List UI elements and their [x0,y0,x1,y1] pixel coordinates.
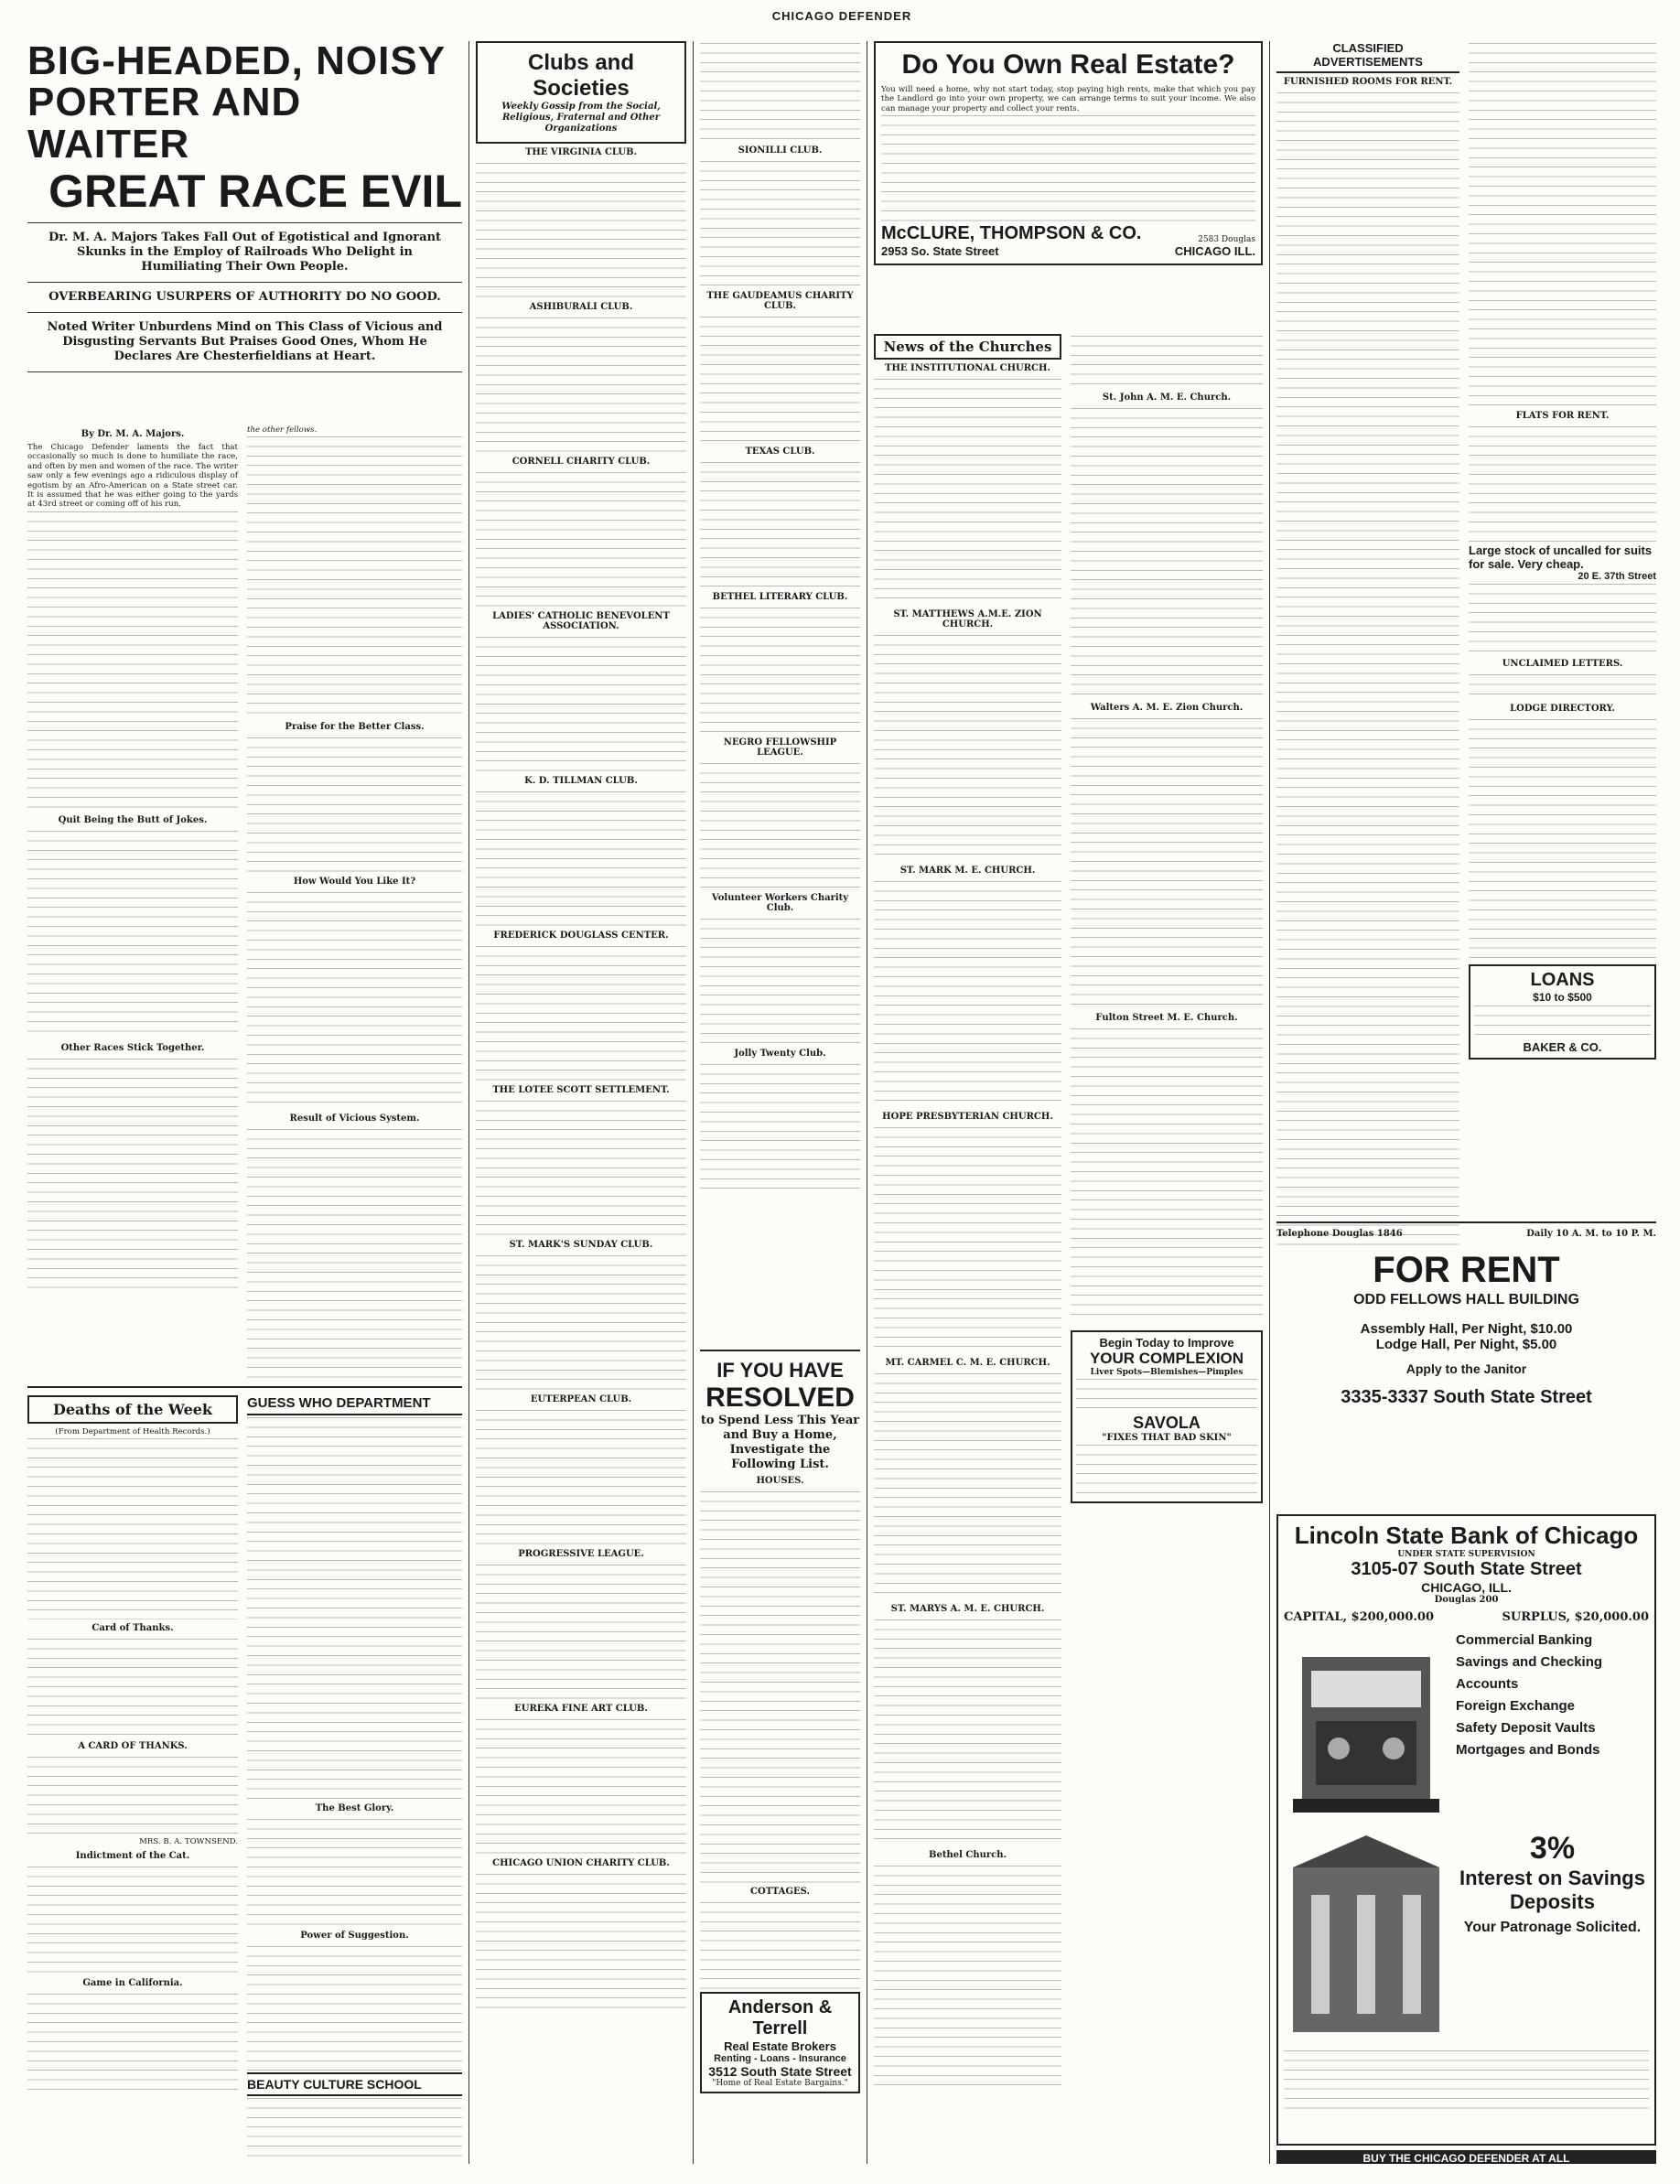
bank-under: UNDER STATE SUPERVISION [1397,1550,1535,1559]
bank-register-image [1284,1630,1448,1822]
firm-line: Renting - Loans - Insurance [714,2053,846,2064]
article-paragraph: The Chicago Defender laments the fact that occasionally so much is done to humiliate the race, and often by men and women of the race. The writer saw only a few evenings ago a ridiculous display of egotism by an Afro-American on a State street car. It is assumed that he was either going to the yards at 43rd street or coming off of his run. [27,443,238,510]
company-address: 2953 So. State Street [881,244,999,259]
card-of-thanks: Card of Thanks. [92,1623,174,1634]
club2-heading: CHICAGO UNION CHARITY CLUB. [492,1858,670,1868]
clubs-list [476,147,686,2009]
headline-line-3: GREAT RACE EVIL [48,166,462,217]
bank-ad [1276,1514,1656,2146]
subhead-how: How Would You Like It? [293,877,416,888]
column-editorial [27,41,462,2164]
company-phone: 2583 Douglas [1198,235,1255,245]
for-rent-hours: Daily 10 A. M. to 10 P. M. [1526,1229,1656,1239]
masthead: CHICAGO DEFENDER [771,9,912,23]
column-clubs [476,41,686,2164]
bank-building-image [1284,1831,1448,2041]
club2-heading: K. D. TILLMAN CLUB. [524,776,638,786]
headline-line-2: PORTER AND WAITER [27,80,302,167]
deck-1: Dr. M. A. Majors Takes Fall Out of Egotistical and Ignorant Skunks in the Employ of Railroads Who Delight in Humiliating Their Own People. [48,231,442,274]
bank-address: 3105-07 South State Street [1351,1559,1582,1579]
loans-title: LOANS [1530,970,1595,990]
club2-heading: CORNELL CHARITY CLUB. [512,457,651,467]
headline-line-1: BIG-HEADED, NOISY [27,41,447,83]
for-rent-address: 3335-3337 South State Street [1341,1387,1592,1407]
article-left-col [27,425,238,1295]
newspaper-page [27,9,1656,2173]
for-rent-ad [1276,1221,1656,1408]
classified-right [1469,41,1656,1060]
interest-text: Interest on Savings Deposits [1459,1867,1645,1913]
church-heading: THE INSTITUTIONAL CHURCH. [885,363,1050,373]
subhead-system: Result of Vicious System. [289,1114,420,1124]
church-heading: ST. MARK M. E. CHURCH. [899,866,1036,876]
large-stock-address: 20 E. 37th Street [1578,571,1656,582]
card-of-thanks-2: A CARD OF THANKS. [78,1741,188,1752]
bank-service-item: Foreign Exchange [1456,1698,1576,1714]
bank-service-item: Savings and Checking Accounts [1456,1654,1603,1692]
ad-body: You will need a home, why not start today, stop paying high rents, make that which you pay the Landlord go into your own property, we can arrange terms to suit your income. We also can manage your property and collect your rents. [881,85,1255,113]
ad-title: Do You Own Real Estate? [901,49,1235,80]
club3-heading: Volunteer Workers Charity Club. [711,893,849,913]
company-name: McCLURE, THOMPSON & CO. [881,223,1142,244]
resolved-ad [700,1350,860,2093]
club2-heading: ST. MARK'S SUNDAY CLUB. [509,1240,653,1250]
clubs-subtitle: Weekly Gossip from the Social, Religious, Fraternal and Other Organizations [501,102,661,134]
club2-heading: ASHIBURALI CLUB. [529,302,633,312]
bank-surplus: SURPLUS, $20,000.00 [1502,1610,1649,1624]
article-right-col [247,425,462,1393]
interest-patronage: Your Patronage Solicited. [1463,1920,1642,1935]
column-classified [1276,41,1656,2164]
club2-heading: PROGRESSIVE LEAGUE. [518,1549,644,1559]
churches-title: News of the Churches [874,334,1061,360]
quote: the other fellows. [247,425,318,435]
anderson-terrell-ad [700,1992,860,2093]
complexion-ad [1071,1330,1263,1503]
bank-services [1448,1630,1649,1822]
firm-tag: "Home of Real Estate Bargains." [712,2079,848,2088]
clubs-list-2 [700,145,860,1190]
bank-service-item: Safety Deposit Vaults [1456,1720,1596,1736]
firm-sub: Real Estate Brokers [724,2039,836,2053]
club2-heading: EUTERPEAN CLUB. [530,1394,632,1404]
club3-heading: SIONILLI CLUB. [738,145,823,156]
for-rent-sub: ODD FELLOWS HALL BUILDING [1353,1292,1579,1307]
club2-heading: THE VIRGINIA CLUB. [524,147,638,157]
furnished-heading: FURNISHED ROOMS FOR RENT. [1283,77,1453,87]
for-rent-line-2: Lodge Hall, Per Night, $5.00 [1375,1337,1557,1352]
club3-heading: NEGRO FELLOWSHIP LEAGUE. [723,737,837,758]
game-title: Game in California. [82,1977,183,1988]
for-rent-title: FOR RENT [1373,1250,1560,1290]
clubs-title: Clubs and Societies [527,50,634,101]
club2-heading: THE LOTEE SCOTT SETTLEMENT. [492,1085,670,1095]
resolved-title-2: RESOLVED [705,1382,855,1413]
bank-city: CHICAGO, ILL. [1421,1580,1512,1595]
resolved-title: IF YOU HAVE [716,1359,844,1382]
church-heading: HOPE PRESBYTERIAN CHURCH. [882,1112,1053,1122]
byline: By Dr. M. A. Majors. [81,429,185,439]
card-signature: MRS. B. A. TOWNSEND. [139,1837,238,1847]
bank-service-item: Mortgages and Bonds [1456,1742,1600,1758]
indictment-title: Indictment of the Cat. [75,1850,190,1861]
lodge-heading: LODGE DIRECTORY. [1510,704,1615,714]
column-realestate-churches [874,41,1263,2164]
church-heading: MT. CARMEL C. M. E. CHURCH. [885,1358,1050,1368]
subhead-praise: Praise for the Better Class. [285,722,425,733]
classified-title: CLASSIFIED ADVERTISEMENTS [1276,41,1459,73]
loans-firm: BAKER & CO. [1523,1040,1602,1054]
company-city: CHICAGO ILL. [1174,244,1255,259]
deaths-section [27,1395,238,2093]
complexion-line-4: SAVOLA [1133,1414,1201,1432]
bank-name: Lincoln State Bank of Chicago [1294,1522,1639,1549]
interest-rate: 3% [1529,1831,1576,1866]
large-stock: Large stock of uncalled for suits for sale. Very cheap. [1469,543,1653,571]
guess-section [247,1395,462,2164]
firm-address: 3512 South State Street [708,2064,852,2079]
complexion-line-1: Begin Today to Improve [1099,1336,1234,1350]
deck-2: OVERBEARING USURPERS OF AUTHORITY DO NO GOOD. [48,290,441,304]
club2-heading: LADIES' CATHOLIC BENEVOLENT ASSOCIATION. [492,611,670,631]
firm-name: Anderson & Terrell [727,1997,833,2039]
complexion-line-2: YOUR COMPLEXION [1089,1350,1244,1367]
churches-right [1071,334,1263,1503]
church-right-heading: Fulton Street M. E. Church. [1095,1013,1238,1023]
clubs-header [476,41,686,144]
subhead-jokes: Quit Being the Butt of Jokes. [58,814,208,825]
church-right-heading: St. John A. M. E. Church. [1102,393,1232,403]
resolved-sub: to Spend Less This Year and Buy a Home, Investigate the Following List. [700,1414,860,1471]
subhead-together: Other Races Stick Together. [60,1042,205,1053]
church-heading: ST. MATTHEWS A.M.E. ZION CHURCH. [893,609,1042,629]
church-heading: ST. MARYS A. M. E. CHURCH. [890,1604,1045,1614]
complexion-line-3: Liver Spots—Blemishes—Pimples [1090,1368,1244,1377]
deck-3: Noted Writer Unburdens Mind on This Class of Vicious and Disgusting Servants But Praises Good Ones, Whom He Declares Are Chesterfieldians at Heart. [47,320,443,363]
club3-heading: TEXAS CLUB. [745,446,815,457]
club3-heading: Jolly Twenty Club. [734,1049,826,1059]
beauty-title: BEAUTY CULTURE SCHOOL [247,2072,462,2096]
club3-heading: BETHEL LITERARY CLUB. [712,592,848,602]
houses-heading: HOUSES. [756,1476,804,1486]
bottom-banner: BUY THE CHICAGO DEFENDER AT ALL [1276,2150,1656,2164]
guess-title: GUESS WHO DEPARTMENT [247,1395,462,1415]
flats-heading: FLATS FOR RENT. [1515,411,1610,421]
for-rent-phone: Telephone Douglas 1846 [1276,1229,1403,1239]
for-rent-line-3: Apply to the Janitor [1405,1361,1527,1376]
column-clubs-2 [700,41,860,2164]
for-rent-line-1: Assembly Hall, Per Night, $10.00 [1360,1321,1573,1337]
loans-range: $10 to $500 [1533,991,1592,1004]
club2-heading: EUREKA FINE ART CLUB. [514,1704,648,1714]
deaths-source: (From Department of Health Records.) [55,1427,210,1436]
best-glory: The Best Glory. [315,1803,394,1813]
real-estate-ad [874,41,1263,265]
loans-ad [1469,964,1656,1060]
churches-left [874,334,1061,2093]
classified-left [1276,41,1459,1253]
cottages-heading: COTTAGES. [750,1887,810,1897]
church-heading: Bethel Church. [929,1850,1007,1860]
complexion-line-5: "FIXES THAT BAD SKIN" [1102,1433,1232,1443]
unclaimed-heading: UNCLAIMED LETTERS. [1502,659,1623,669]
church-right-heading: Walters A. M. E. Zion Church. [1090,703,1244,713]
deaths-title: Deaths of the Week [27,1395,238,1424]
bank-phone: Douglas 200 [1434,1595,1499,1605]
power-title: Power of Suggestion. [300,1931,409,1941]
bank-capital: CAPITAL, $200,000.00 [1284,1610,1434,1624]
club3-heading: THE GAUDEAMUS CHARITY CLUB. [706,291,854,311]
bank-service-item: Commercial Banking [1456,1632,1593,1648]
club2-heading: FREDERICK DOUGLASS CENTER. [493,931,669,941]
